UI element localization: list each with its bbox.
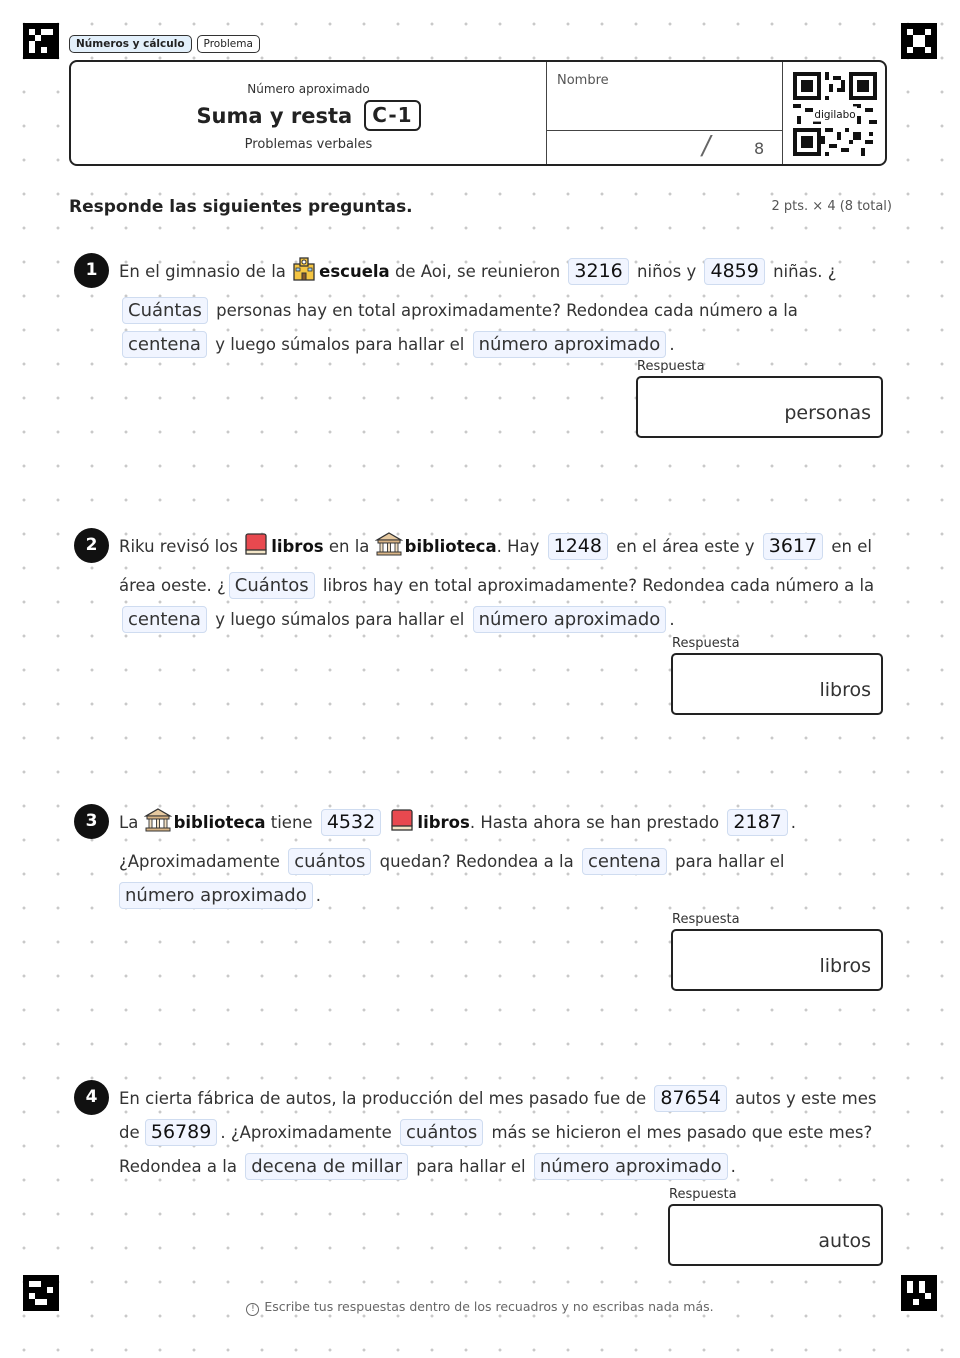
answer-label-2: Respuesta bbox=[672, 636, 740, 651]
question-number-2: 2 bbox=[74, 528, 109, 563]
worksheet-code: C-1 bbox=[364, 100, 420, 131]
text-segment: . bbox=[669, 335, 675, 354]
text-segment: . bbox=[790, 813, 796, 832]
keyword-box: centena bbox=[122, 606, 207, 633]
score-total: 8 bbox=[754, 139, 765, 158]
score-field[interactable] bbox=[546, 130, 783, 164]
library-icon bbox=[144, 807, 172, 845]
keyword-box: centena bbox=[122, 331, 207, 358]
school-icon bbox=[291, 256, 317, 294]
question-text-4 bbox=[119, 1082, 884, 1184]
number-box: 3617 bbox=[763, 533, 823, 560]
title-row bbox=[71, 100, 546, 131]
number-box: 87654 bbox=[654, 1085, 726, 1112]
text-segment: para hallar el bbox=[675, 852, 785, 871]
book-icon bbox=[243, 531, 269, 569]
topic-label: Número aproximado bbox=[247, 82, 370, 96]
name-field[interactable] bbox=[546, 62, 783, 131]
tag-numbers-calculation: Números y cálculo bbox=[69, 35, 192, 53]
keyword-box: número aproximado bbox=[534, 1153, 728, 1180]
answer-box-4[interactable] bbox=[668, 1204, 883, 1266]
text-segment: niños y bbox=[637, 262, 697, 281]
question-number-4: 4 bbox=[74, 1080, 109, 1115]
answer-box-3[interactable] bbox=[671, 929, 883, 991]
number-box: 2187 bbox=[727, 809, 787, 836]
book-icon bbox=[389, 807, 415, 845]
library-label: biblioteca bbox=[173, 813, 266, 832]
question-text-3 bbox=[119, 806, 884, 913]
answer-unit-1: personas bbox=[784, 402, 871, 424]
text-segment: más se hicieron el mes pasado que este mes? Redondea a la bbox=[119, 1123, 873, 1176]
library-icon bbox=[375, 531, 403, 569]
answer-unit-4: autos bbox=[818, 1230, 871, 1252]
answer-unit-3: libros bbox=[819, 955, 871, 977]
score-slash: / bbox=[699, 131, 714, 161]
tag-problem: Problema bbox=[197, 35, 260, 53]
keyword-box: número aproximado bbox=[119, 882, 313, 909]
text-segment: ¿Aproximadamente bbox=[119, 852, 280, 871]
title-block bbox=[71, 62, 546, 164]
keyword-box: cuántos bbox=[400, 1119, 483, 1146]
keyword-box: número aproximado bbox=[473, 331, 667, 358]
text-segment: y luego súmalos para hallar el bbox=[215, 610, 465, 629]
text-segment: . Hay bbox=[496, 537, 540, 556]
text-segment: . bbox=[730, 1157, 736, 1176]
points-info: 2 pts. × 4 (8 total) bbox=[771, 199, 892, 214]
question-number-3: 3 bbox=[74, 804, 109, 839]
name-label: Nombre bbox=[557, 73, 609, 88]
text-segment: personas hay en total aproximadamente? Redondea cada número a la bbox=[216, 301, 798, 320]
answer-label-4: Respuesta bbox=[669, 1187, 737, 1202]
corner-marker-top-left bbox=[23, 23, 59, 59]
text-segment: tiene bbox=[270, 813, 313, 832]
text-segment: En el gimnasio de la bbox=[119, 262, 286, 281]
text-segment: . ¿Aproximadamente bbox=[220, 1123, 392, 1142]
answer-label-3: Respuesta bbox=[672, 912, 740, 927]
text-segment: autos y este mes de bbox=[119, 1089, 877, 1142]
question-text-2 bbox=[119, 530, 884, 637]
library-label: biblioteca bbox=[404, 537, 497, 556]
qr-brand-text: digilabo bbox=[814, 109, 856, 121]
worksheet-subtitle: Problemas verbales bbox=[244, 137, 373, 152]
text-segment: y luego súmalos para hallar el bbox=[215, 335, 465, 354]
text-segment: en el área oeste. ¿ bbox=[119, 537, 872, 595]
text-segment: niñas. ¿ bbox=[773, 262, 837, 281]
keyword-box: número aproximado bbox=[473, 606, 667, 633]
books-label: libros bbox=[271, 537, 324, 556]
question-number-1: 1 bbox=[74, 253, 109, 288]
text-segment: en el área este y bbox=[616, 537, 755, 556]
question-text-1 bbox=[119, 255, 884, 362]
text-segment: de Aoi, se reunieron bbox=[394, 262, 561, 281]
text-segment: para hallar el bbox=[416, 1157, 526, 1176]
keyword-box: decena de millar bbox=[245, 1153, 408, 1180]
number-box: 1248 bbox=[548, 533, 608, 560]
category-tags bbox=[69, 35, 260, 53]
text-segment: en la bbox=[328, 537, 370, 556]
worksheet-header bbox=[69, 60, 887, 166]
keyword-box: cuántos bbox=[288, 848, 371, 875]
keyword-box: Cuántas bbox=[122, 297, 208, 324]
keyword-box: centena bbox=[582, 848, 667, 875]
number-box: 4532 bbox=[321, 809, 381, 836]
answer-unit-2: libros bbox=[819, 679, 871, 701]
text-segment: La bbox=[119, 813, 139, 832]
text-segment: . Hasta ahora se han prestado bbox=[469, 813, 720, 832]
number-box: 56789 bbox=[145, 1119, 217, 1146]
worksheet-title: Suma y resta bbox=[196, 103, 353, 128]
info-icon: ! bbox=[246, 1303, 259, 1316]
text-segment: . bbox=[315, 886, 321, 905]
keyword-box: Cuántos bbox=[229, 572, 315, 599]
text-segment: Riku revisó los bbox=[119, 537, 238, 556]
answer-box-2[interactable] bbox=[671, 653, 883, 715]
school-label: escuela bbox=[319, 262, 390, 281]
qr-code bbox=[782, 62, 888, 164]
answer-label-1: Respuesta bbox=[637, 359, 705, 374]
text-segment: quedan? Redondea a la bbox=[379, 852, 574, 871]
text-segment: . bbox=[669, 610, 675, 629]
footer-note bbox=[0, 1299, 960, 1316]
number-box: 3216 bbox=[568, 258, 628, 285]
text-segment: libros hay en total aproximadamente? Redondea cada número a la bbox=[322, 576, 875, 595]
corner-marker-top-right bbox=[901, 23, 937, 59]
books-label: libros bbox=[417, 813, 470, 832]
footer-text: Escribe tus respuestas dentro de los recuadros y no escribas nada más. bbox=[264, 1299, 714, 1314]
answer-box-1[interactable] bbox=[636, 376, 883, 438]
instructions: Responde las siguientes preguntas. bbox=[69, 197, 413, 217]
text-segment: En cierta fábrica de autos, la producción del mes pasado fue de bbox=[119, 1089, 647, 1108]
number-box: 4859 bbox=[704, 258, 764, 285]
qr-code-icon bbox=[793, 72, 877, 156]
